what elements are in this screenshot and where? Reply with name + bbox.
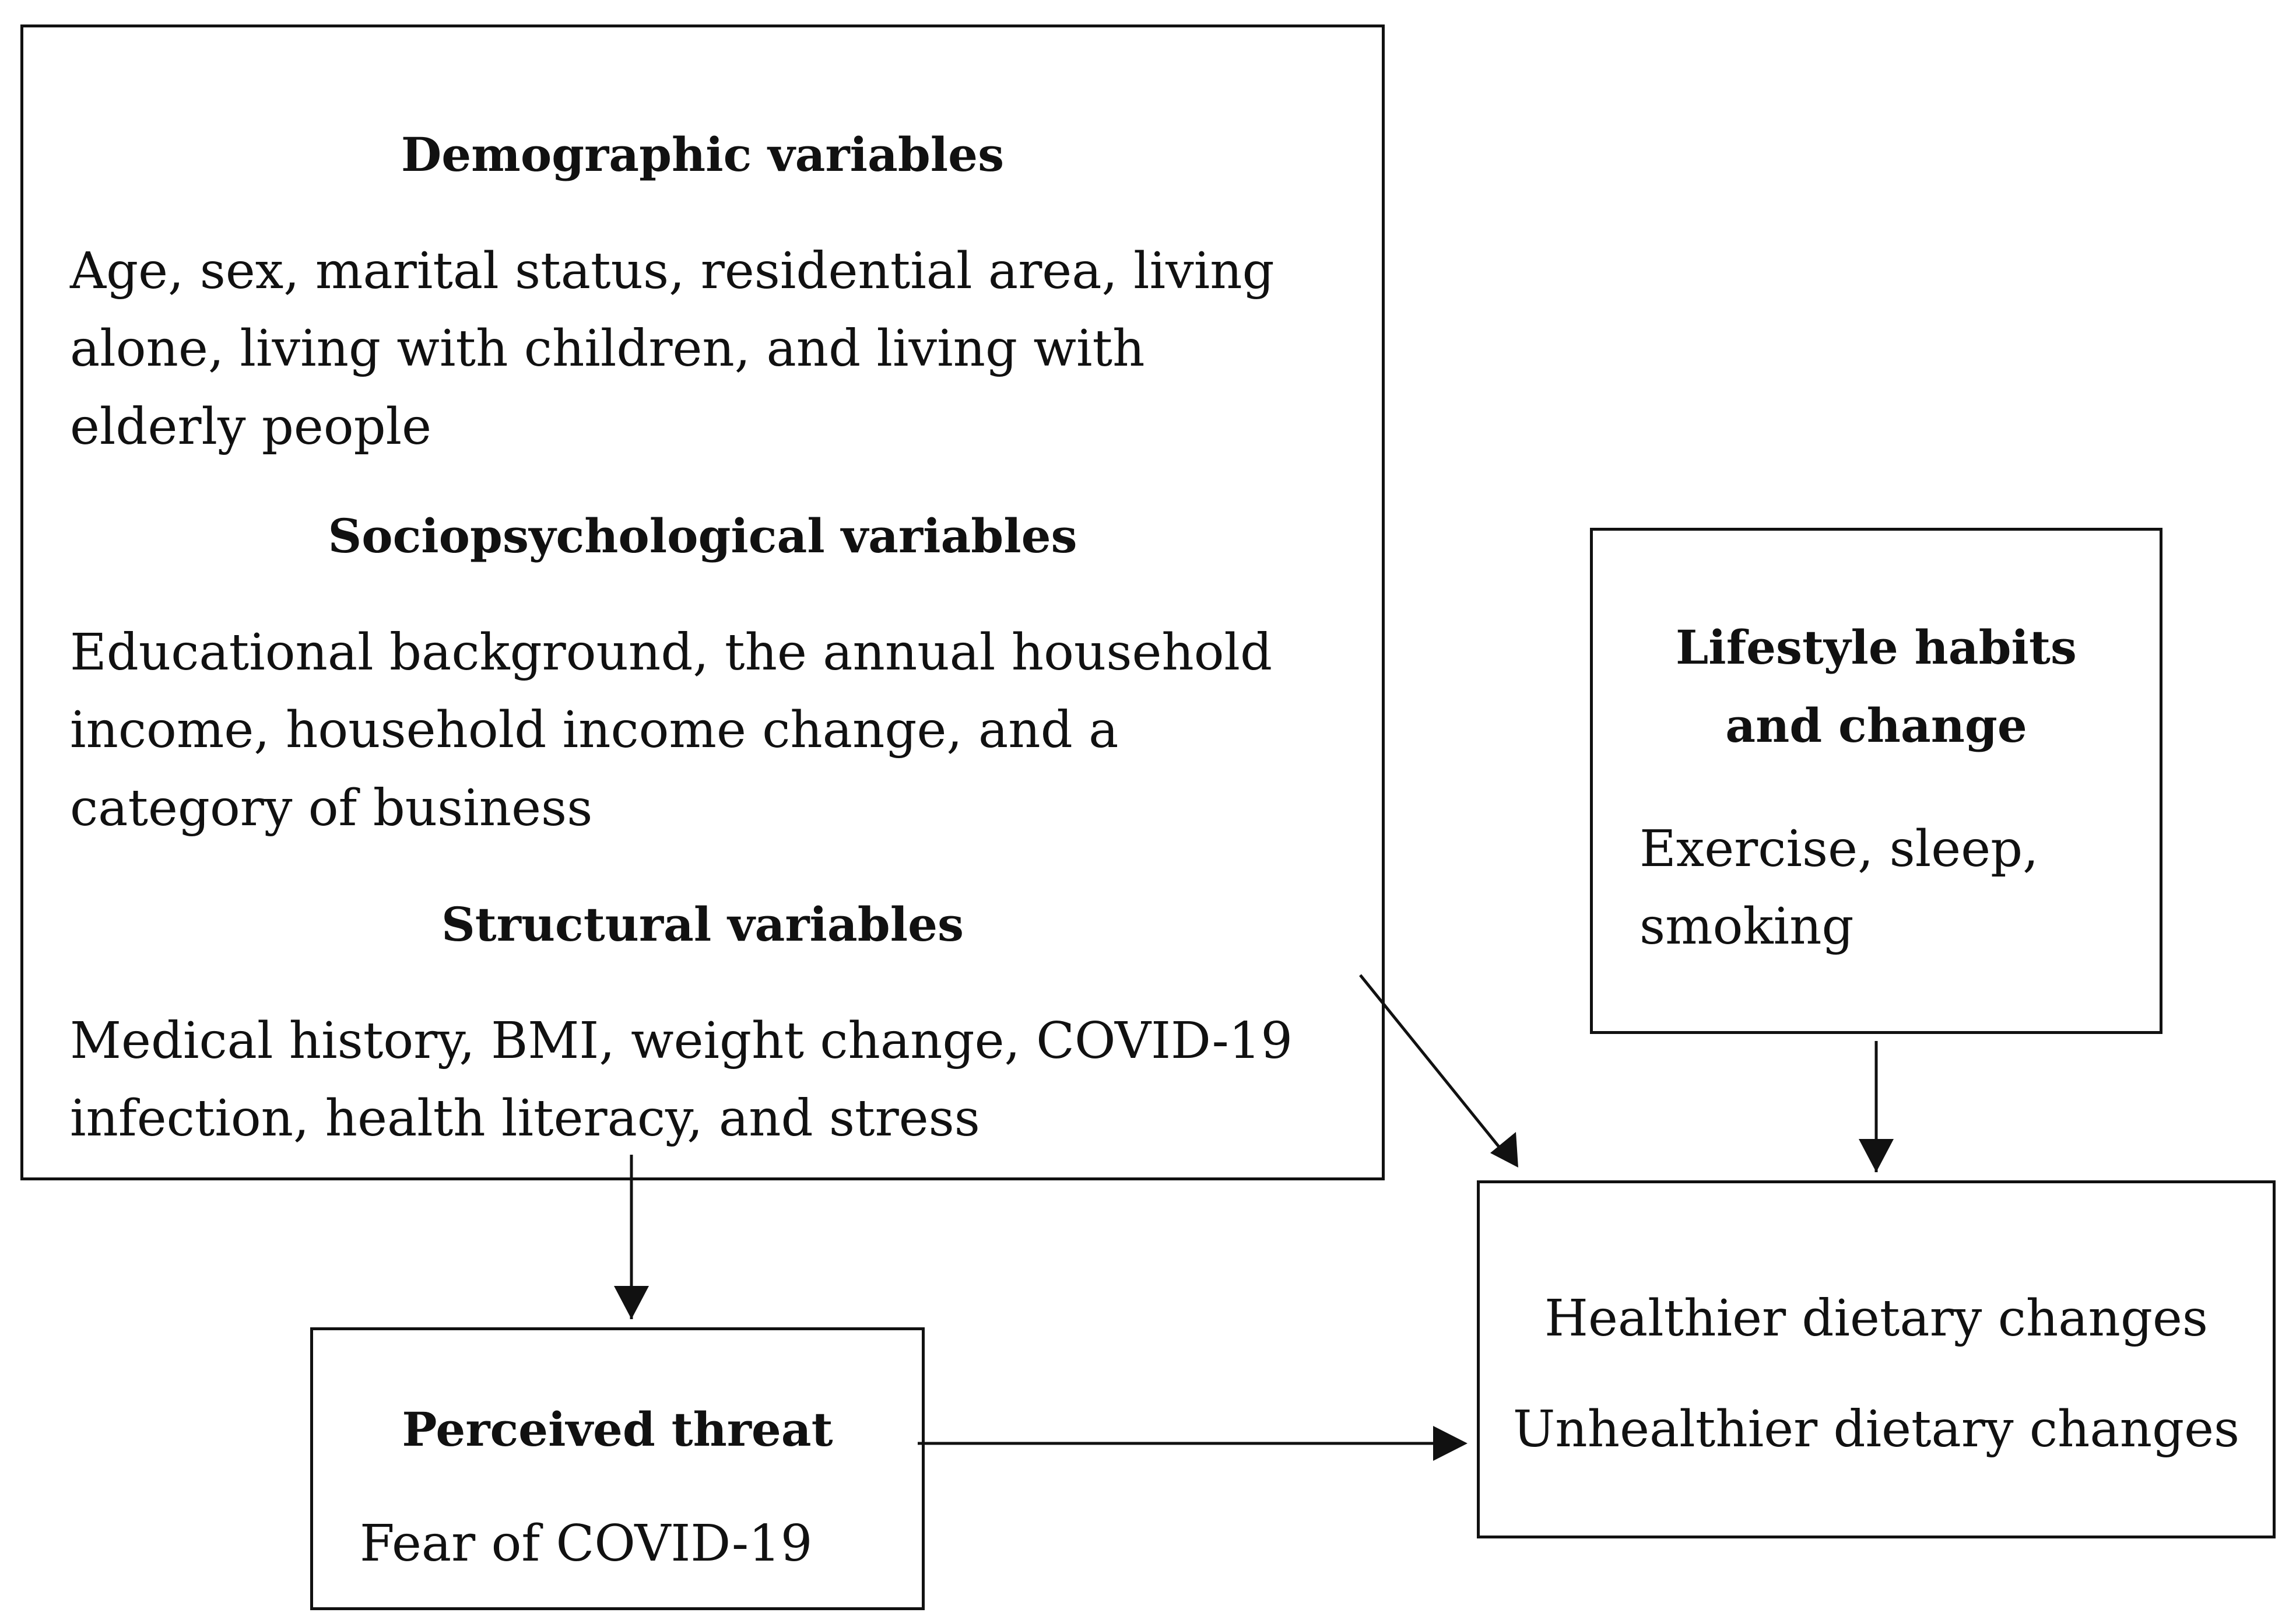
structural-line: infection, health literacy, and stress (70, 1089, 980, 1148)
arrowhead-lifestyle (1859, 1139, 1894, 1172)
arrowhead-outcome (1433, 1426, 1468, 1461)
sociopsychological-line: income, household income change, and a (70, 701, 1119, 760)
sociopsychological-line: category of business (70, 779, 593, 837)
lifestyle-habits-heading: Lifestyle habits (1676, 620, 2077, 675)
arrowhead-threat (614, 1286, 649, 1319)
structural-line: Medical history, BMI, weight change, COVID-19 (70, 1012, 1293, 1070)
demographic-line: elderly people (70, 397, 432, 456)
structural-variables-heading: Structural variables (441, 897, 964, 952)
fear-of-covid-text: Fear of COVID-19 (360, 1515, 813, 1573)
lifestyle-line: smoking (1640, 898, 1854, 956)
lifestyle-line: Exercise, sleep, (1640, 820, 2039, 878)
demographic-variables-heading: Demographic variables (401, 127, 1005, 182)
arrow-factors-to-dietary (1360, 975, 1510, 1161)
arrowhead-diagonal (1490, 1132, 1518, 1168)
lifestyle-change-heading: and change (1725, 698, 2027, 753)
sociopsychological-variables-heading: Sociopsychological variables (328, 509, 1077, 563)
demographic-line: alone, living with children, and living with (70, 320, 1145, 378)
demographic-line: Age, sex, marital status, residential area, living (70, 242, 1275, 300)
unhealthier-dietary-changes: Unhealthier dietary changes (1512, 1400, 2240, 1459)
sociopsychological-line: Educational background, the annual household (70, 623, 1273, 682)
perceived-threat-heading: Perceived threat (402, 1402, 833, 1457)
healthier-dietary-changes: Healthier dietary changes (1544, 1289, 2209, 1348)
